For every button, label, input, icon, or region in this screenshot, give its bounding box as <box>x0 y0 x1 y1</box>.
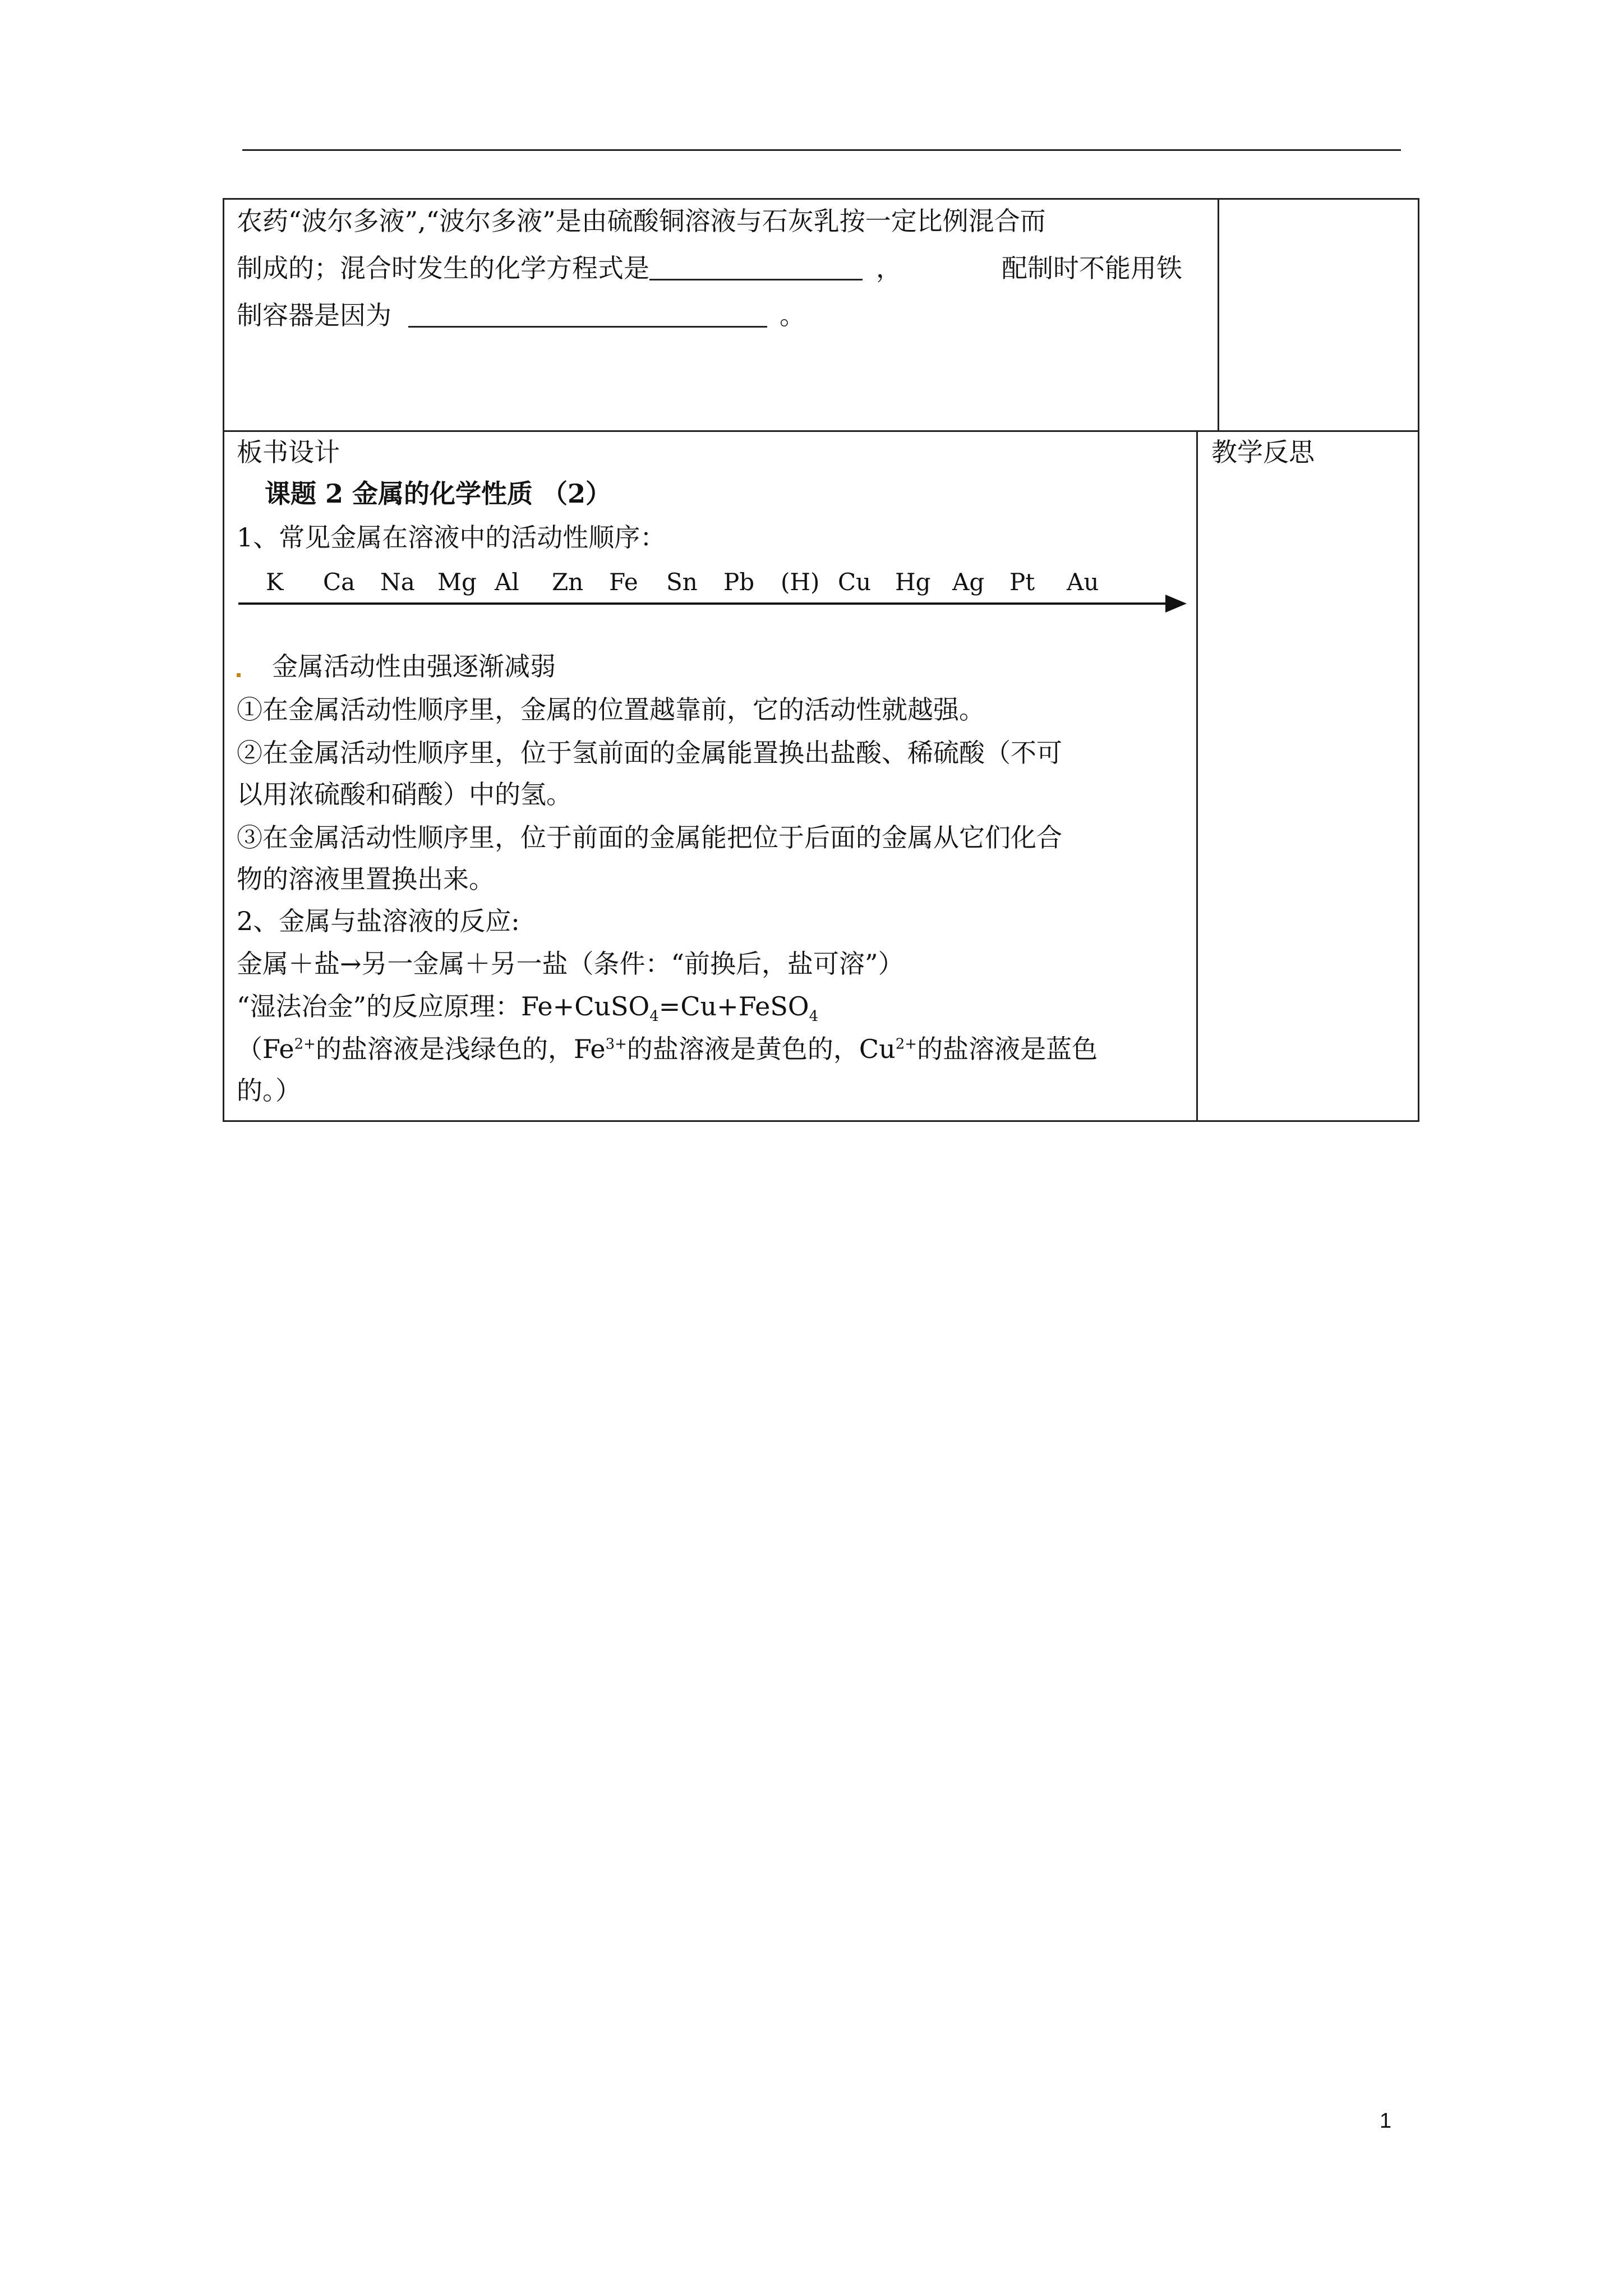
arrow-head-icon <box>1165 595 1187 613</box>
metal-symbol: Ca <box>323 568 356 596</box>
bullet-dot-icon <box>237 673 241 677</box>
board-design-label: 板书设计 <box>237 437 340 467</box>
ion-colors-line-2: 的。） <box>237 1075 301 1106</box>
metal-symbol: Fe <box>609 568 638 596</box>
metal-symbol: Ag <box>952 568 985 596</box>
metal-symbol: Zn <box>552 568 584 596</box>
ion-colors-line-1: （$Fe^{2+}$的盐溶液是浅绿色的，$Fe^{3+}$的盐溶液是黄色的，$Cu^{2+}$的盐溶液是蓝色 <box>237 1034 1098 1064</box>
metal-symbol: Mg <box>437 568 477 596</box>
page-number: 1 <box>1380 2109 1392 2133</box>
rule-1: ①在金属活动性顺序里，金属的位置越靠前，它的活动性就越强。 <box>237 694 985 725</box>
displacement-rule: 金属＋盐→另一金属＋另一盐（条件：“前换后，盐可溶”） <box>237 949 904 979</box>
reason-answer-blank[interactable] <box>408 300 767 328</box>
metal-symbol: Hg <box>895 568 931 596</box>
activity-arrow-line <box>238 602 1169 605</box>
metal-symbol: Sn <box>666 568 698 596</box>
rule-3-line-2: 物的溶液里置换出来。 <box>237 864 495 894</box>
section-1-heading: 1、常见金属在溶液中的活动性顺序： <box>237 522 666 553</box>
rule-2-line-2: 以用浓硫酸和硝酸）中的氢。 <box>237 779 572 809</box>
rule-3-line-1: ③在金属活动性顺序里，位于前面的金属能把位于后面的金属从它们化合 <box>237 822 1062 853</box>
metal-symbol: (H) <box>781 568 820 596</box>
metal-symbol: Al <box>495 568 519 596</box>
bordeaux-line-2: 制成的；混合时发生的化学方程式是 ， <box>237 253 902 283</box>
metal-symbol: Au <box>1067 568 1099 596</box>
equation-answer-blank[interactable] <box>649 253 863 280</box>
wet-metallurgy-equation: “湿法冶金”的反应原理：Fe+CuSO$_4$=Cu+FeSO$_4$ <box>237 991 819 1025</box>
metal-symbol: Na <box>380 568 415 596</box>
activity-trend: 金属活动性由强逐渐减弱 <box>272 651 556 682</box>
metal-symbol: Cu <box>838 568 872 596</box>
header-rule <box>242 149 1401 151</box>
section-2-heading: 2、金属与盐溶液的反应: <box>237 906 520 936</box>
metal-symbol: Pb <box>723 568 755 596</box>
reflection-cell <box>1196 430 1419 1122</box>
lesson-title: 课题 2 金属的化学性质 （2） <box>265 478 612 509</box>
metal-symbol: K <box>266 568 284 596</box>
bordeaux-line-1: 农药“波尔多液”,“波尔多液”是由硫酸铜溶液与石灰乳按一定比例混合而 <box>237 206 1046 236</box>
reflection-label: 教学反思 <box>1211 437 1315 467</box>
rule-2-line-1: ②在金属活动性顺序里，位于氢前面的金属能置换出盐酸、稀硫酸（不可 <box>237 738 1062 768</box>
top-notes-cell <box>1218 198 1419 432</box>
bordeaux-line-3: 制容器是因为 。 <box>237 300 805 330</box>
bordeaux-line-2-end: 配制时不能用铁 <box>1002 253 1182 283</box>
metal-symbol: Pt <box>1009 568 1035 596</box>
